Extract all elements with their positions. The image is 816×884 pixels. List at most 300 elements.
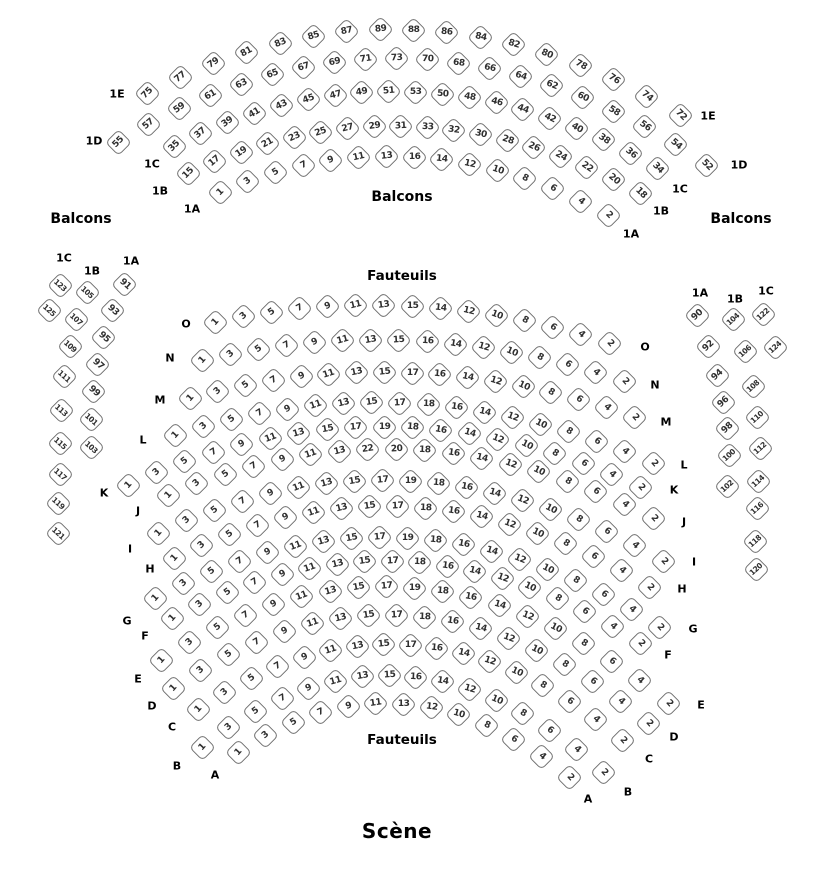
seat-D-9[interactable]: [271, 618, 298, 645]
seat-G-4[interactable]: [618, 596, 645, 623]
seat-L-5[interactable]: [218, 406, 245, 433]
seat-balcony-1A-9[interactable]: [317, 147, 344, 174]
seat-balcony-1D-67[interactable]: [290, 54, 317, 81]
seat-G-17[interactable]: [366, 524, 393, 551]
seat-balcony-1D-63[interactable]: [228, 71, 255, 98]
seat-K-14[interactable]: [456, 420, 483, 447]
seat-balcony-1E-80[interactable]: [533, 41, 560, 68]
seat-D-4[interactable]: [607, 688, 634, 715]
seat-H-5[interactable]: [216, 521, 243, 548]
seat-M-12[interactable]: [482, 368, 509, 395]
seat-I-8[interactable]: [565, 506, 592, 533]
seat-I-10[interactable]: [537, 496, 564, 523]
seat-F-2[interactable]: [627, 630, 654, 657]
seat-balcony-1E-78[interactable]: [567, 52, 594, 79]
seat-K-8[interactable]: [541, 440, 568, 467]
seat-C-7[interactable]: [264, 653, 291, 680]
seat-balcony-1A-3[interactable]: [234, 168, 261, 195]
seat-B-3[interactable]: [215, 714, 242, 741]
seat-F-18[interactable]: [406, 550, 433, 577]
seat-C-10[interactable]: [503, 659, 530, 686]
seat-balcony-1C-47[interactable]: [322, 82, 349, 109]
seat-K-6[interactable]: [570, 450, 597, 477]
seat-G-11[interactable]: [282, 533, 309, 560]
seat-I-17[interactable]: [369, 467, 396, 494]
seat-balcony-1E-83[interactable]: [267, 30, 294, 57]
seat-L-12[interactable]: [499, 404, 526, 431]
seat-box-left-1C-123[interactable]: [47, 272, 74, 299]
seat-balcony-1D-59[interactable]: [166, 95, 193, 122]
seat-F-11[interactable]: [296, 555, 323, 582]
seat-balcony-1D-66[interactable]: [476, 55, 503, 82]
seat-balcony-1D-60[interactable]: [569, 84, 596, 111]
seat-D-1[interactable]: [160, 675, 187, 702]
seat-A-3[interactable]: [252, 722, 279, 749]
seat-D-5[interactable]: [215, 642, 242, 669]
seat-M-1[interactable]: [177, 385, 204, 412]
seat-M-13[interactable]: [343, 359, 370, 386]
seat-C-9[interactable]: [291, 644, 318, 671]
seat-E-17[interactable]: [373, 573, 400, 600]
seat-balcony-1B-33[interactable]: [414, 114, 441, 141]
seat-O-5[interactable]: [258, 299, 285, 326]
seat-I-16[interactable]: [453, 474, 480, 501]
seat-D-10[interactable]: [523, 637, 550, 664]
seat-balcony-1B-25[interactable]: [308, 119, 335, 146]
seat-O-1[interactable]: [202, 309, 229, 336]
seat-balcony-1B-19[interactable]: [228, 139, 255, 166]
seat-balcony-1D-56[interactable]: [631, 114, 658, 141]
seat-J-22[interactable]: [354, 436, 381, 463]
seat-F-10[interactable]: [516, 574, 543, 601]
seat-J-5[interactable]: [212, 461, 239, 488]
seat-B-5[interactable]: [242, 698, 269, 725]
seat-D-17[interactable]: [383, 602, 410, 629]
seat-balcony-1D-73[interactable]: [383, 45, 410, 72]
seat-C-3[interactable]: [211, 679, 238, 706]
seat-I-5[interactable]: [201, 497, 228, 524]
seat-J-2[interactable]: [640, 505, 667, 532]
seat-balcony-1C-39[interactable]: [214, 109, 241, 136]
seat-H-10[interactable]: [524, 520, 551, 547]
seat-F-9[interactable]: [269, 561, 296, 588]
seat-box-right-1A-98[interactable]: [714, 415, 741, 442]
seat-A-2[interactable]: [556, 764, 583, 791]
seat-E-15[interactable]: [345, 574, 372, 601]
seat-O-15[interactable]: [399, 293, 426, 320]
seat-E-4[interactable]: [626, 668, 653, 695]
seat-balcony-1B-20[interactable]: [600, 166, 627, 193]
seat-balcony-1C-53[interactable]: [402, 79, 429, 106]
seat-M-17[interactable]: [399, 360, 426, 387]
seat-balcony-1C-41[interactable]: [241, 100, 268, 127]
seat-C-4[interactable]: [582, 706, 609, 733]
seat-balcony-1B-32[interactable]: [440, 117, 467, 144]
seat-N-2[interactable]: [611, 368, 638, 395]
seat-M-15[interactable]: [371, 359, 398, 386]
seat-J-12[interactable]: [497, 451, 524, 478]
seat-box-right-1B-106[interactable]: [732, 338, 759, 365]
seat-G-7[interactable]: [226, 548, 253, 575]
seat-balcony-1D-68[interactable]: [445, 50, 472, 77]
seat-balcony-1B-29[interactable]: [361, 114, 388, 141]
seat-balcony-1B-23[interactable]: [281, 124, 308, 151]
seat-O-13[interactable]: [370, 292, 397, 319]
seat-balcony-1A-1[interactable]: [207, 179, 234, 206]
seat-B-2[interactable]: [590, 759, 617, 786]
seat-balcony-1B-17[interactable]: [201, 148, 228, 175]
seat-H-9[interactable]: [272, 504, 299, 531]
seat-B-1[interactable]: [189, 734, 216, 761]
seat-L-2[interactable]: [640, 450, 667, 477]
seat-box-right-1B-112[interactable]: [747, 435, 774, 462]
seat-M-9[interactable]: [288, 363, 315, 390]
seat-balcony-1A-12[interactable]: [456, 151, 483, 178]
seat-box-left-1B-107[interactable]: [63, 306, 90, 333]
seat-B-11[interactable]: [322, 668, 349, 695]
seat-A-1[interactable]: [225, 739, 252, 766]
seat-balcony-1D-69[interactable]: [321, 49, 348, 76]
seat-H-1[interactable]: [161, 545, 188, 572]
seat-balcony-1C-43[interactable]: [268, 93, 295, 120]
seat-balcony-1A-2[interactable]: [595, 202, 622, 229]
seat-D-3[interactable]: [188, 657, 215, 684]
seat-box-right-1B-116[interactable]: [744, 495, 771, 522]
seat-I-11[interactable]: [285, 474, 312, 501]
seat-C-17[interactable]: [397, 632, 424, 659]
seat-O-10[interactable]: [483, 302, 510, 329]
seat-E-6[interactable]: [598, 648, 625, 675]
seat-balcony-1D-64[interactable]: [507, 63, 534, 90]
seat-D-12[interactable]: [495, 625, 522, 652]
seat-balcony-1E-74[interactable]: [633, 83, 660, 110]
seat-L-15[interactable]: [358, 389, 385, 416]
seat-balcony-1C-42[interactable]: [536, 105, 563, 132]
seat-I-2[interactable]: [650, 548, 677, 575]
seat-C-12[interactable]: [476, 649, 503, 676]
seat-H-13[interactable]: [328, 495, 355, 522]
seat-A-7[interactable]: [307, 699, 334, 726]
seat-H-6[interactable]: [580, 543, 607, 570]
seat-F-8[interactable]: [544, 585, 571, 612]
seat-box-left-1B-105[interactable]: [74, 279, 101, 306]
seat-A-6[interactable]: [500, 726, 527, 753]
seat-O-4[interactable]: [567, 321, 594, 348]
seat-box-left-1B-113[interactable]: [48, 397, 75, 424]
seat-F-17[interactable]: [379, 548, 406, 575]
seat-J-8[interactable]: [554, 468, 581, 495]
seat-balcony-1E-75[interactable]: [134, 80, 161, 107]
seat-M-11[interactable]: [315, 361, 342, 388]
seat-K-3[interactable]: [143, 459, 170, 486]
seat-balcony-1C-51[interactable]: [375, 78, 402, 105]
seat-H-11[interactable]: [300, 499, 327, 526]
seat-balcony-1C-48[interactable]: [456, 84, 483, 111]
seat-balcony-1E-87[interactable]: [333, 18, 360, 45]
seat-box-right-1A-102[interactable]: [714, 473, 741, 500]
seat-N-16[interactable]: [414, 328, 441, 355]
seat-J-7[interactable]: [240, 453, 267, 480]
seat-L-17[interactable]: [387, 390, 414, 417]
seat-L-11[interactable]: [302, 392, 329, 419]
seat-N-3[interactable]: [217, 341, 244, 368]
seat-I-9[interactable]: [257, 480, 284, 507]
seat-E-12[interactable]: [514, 603, 541, 630]
seat-D-8[interactable]: [551, 651, 578, 678]
seat-E-7[interactable]: [232, 602, 259, 629]
seat-K-1[interactable]: [115, 472, 142, 499]
seat-C-8[interactable]: [529, 672, 556, 699]
seat-balcony-1A-5[interactable]: [262, 159, 289, 186]
seat-box-right-1A-92[interactable]: [695, 333, 722, 360]
seat-E-1[interactable]: [148, 647, 175, 674]
seat-box-left-1B-109[interactable]: [57, 333, 84, 360]
seat-balcony-1B-28[interactable]: [494, 127, 521, 154]
seat-balcony-1D-65[interactable]: [259, 61, 286, 88]
seat-I-6[interactable]: [593, 518, 620, 545]
seat-J-10[interactable]: [525, 458, 552, 485]
seat-box-right-1B-120[interactable]: [743, 556, 770, 583]
seat-I-13[interactable]: [313, 470, 340, 497]
seat-B-8[interactable]: [509, 700, 536, 727]
seat-D-7[interactable]: [243, 629, 270, 656]
seat-balcony-1B-24[interactable]: [547, 143, 574, 170]
seat-C-16[interactable]: [423, 635, 450, 662]
seat-A-13[interactable]: [390, 691, 417, 718]
seat-box-left-1A-91[interactable]: [111, 271, 138, 298]
seat-A-11[interactable]: [362, 690, 389, 717]
seat-box-right-1B-108[interactable]: [740, 373, 767, 400]
seat-balcony-1E-76[interactable]: [600, 66, 627, 93]
seat-balcony-1C-38[interactable]: [590, 126, 617, 153]
seat-M-14[interactable]: [454, 364, 481, 391]
seat-K-17[interactable]: [342, 414, 369, 441]
seat-G-12[interactable]: [506, 546, 533, 573]
seat-D-13[interactable]: [327, 605, 354, 632]
seat-balcony-1A-16[interactable]: [401, 144, 428, 171]
seat-N-1[interactable]: [189, 347, 216, 374]
seat-box-right-1B-118[interactable]: [742, 528, 769, 555]
seat-F-16[interactable]: [434, 553, 461, 580]
seat-L-13[interactable]: [330, 390, 357, 417]
seat-N-13[interactable]: [357, 327, 384, 354]
seat-balcony-1E-86[interactable]: [433, 19, 460, 46]
seat-J-3[interactable]: [183, 470, 210, 497]
seat-K-15[interactable]: [314, 416, 341, 443]
seat-box-right-1B-114[interactable]: [745, 468, 772, 495]
seat-E-9[interactable]: [260, 591, 287, 618]
seat-box-left-1A-95[interactable]: [90, 324, 117, 351]
seat-I-15[interactable]: [341, 468, 368, 495]
seat-C-1[interactable]: [185, 696, 212, 723]
seat-box-right-1C-122[interactable]: [750, 301, 777, 328]
seat-O-3[interactable]: [230, 303, 257, 330]
seat-N-15[interactable]: [385, 327, 412, 354]
seat-E-3[interactable]: [176, 629, 203, 656]
seat-I-4[interactable]: [622, 532, 649, 559]
seat-balcony-1D-70[interactable]: [414, 46, 441, 73]
seat-F-3[interactable]: [186, 591, 213, 618]
seat-box-right-1A-96[interactable]: [710, 389, 737, 416]
seat-I-12[interactable]: [509, 487, 536, 514]
seat-C-14[interactable]: [450, 640, 477, 667]
seat-E-13[interactable]: [317, 578, 344, 605]
seat-O-14[interactable]: [427, 295, 454, 322]
seat-box-left-1B-115[interactable]: [47, 430, 74, 457]
seat-O-11[interactable]: [342, 292, 369, 319]
seat-G-8[interactable]: [562, 567, 589, 594]
seat-balcony-1C-37[interactable]: [187, 120, 214, 147]
seat-J-11[interactable]: [297, 441, 324, 468]
seat-balcony-1D-54[interactable]: [662, 132, 689, 159]
seat-I-19[interactable]: [397, 468, 424, 495]
seat-G-2[interactable]: [646, 614, 673, 641]
seat-balcony-1D-62[interactable]: [538, 72, 565, 99]
seat-G-1[interactable]: [142, 585, 169, 612]
seat-A-10[interactable]: [445, 701, 472, 728]
seat-balcony-1A-14[interactable]: [428, 146, 455, 173]
seat-N-8[interactable]: [526, 344, 553, 371]
seat-I-1[interactable]: [145, 520, 172, 547]
seat-C-5[interactable]: [238, 665, 265, 692]
seat-I-18[interactable]: [425, 470, 452, 497]
seat-H-7[interactable]: [244, 512, 271, 539]
seat-E-11[interactable]: [288, 583, 315, 610]
seat-J-20[interactable]: [383, 436, 410, 463]
seat-C-11[interactable]: [317, 637, 344, 664]
seat-box-left-1A-103[interactable]: [78, 434, 105, 461]
seat-B-12[interactable]: [456, 676, 483, 703]
seat-F-15[interactable]: [351, 548, 378, 575]
seat-box-left-1A-99[interactable]: [80, 378, 107, 405]
seat-box-left-1B-119[interactable]: [45, 490, 72, 517]
seat-balcony-1B-31[interactable]: [387, 113, 414, 140]
seat-A-4[interactable]: [528, 743, 555, 770]
seat-K-19[interactable]: [371, 414, 398, 441]
seat-J-1[interactable]: [155, 482, 182, 509]
seat-box-right-1C-124[interactable]: [762, 334, 789, 361]
seat-balcony-1D-57[interactable]: [136, 111, 163, 138]
seat-E-18[interactable]: [429, 578, 456, 605]
seat-balcony-1A-8[interactable]: [511, 165, 538, 192]
seat-box-right-1B-110[interactable]: [744, 404, 771, 431]
seat-balcony-1E-81[interactable]: [234, 39, 261, 66]
seat-C-6[interactable]: [556, 688, 583, 715]
seat-F-14[interactable]: [461, 558, 488, 585]
seat-balcony-1A-13[interactable]: [373, 143, 400, 170]
seat-M-3[interactable]: [204, 378, 231, 405]
seat-box-right-1A-94[interactable]: [704, 362, 731, 389]
seat-K-18[interactable]: [399, 414, 426, 441]
seat-balcony-1C-40[interactable]: [563, 115, 590, 142]
seat-box-left-1C-125[interactable]: [36, 297, 63, 324]
seat-G-5[interactable]: [198, 558, 225, 585]
seat-H-3[interactable]: [189, 532, 216, 559]
seat-N-4[interactable]: [582, 359, 609, 386]
seat-H-8[interactable]: [552, 530, 579, 557]
seat-H-18[interactable]: [412, 495, 439, 522]
seat-balcony-1B-21[interactable]: [254, 131, 281, 158]
seat-J-16[interactable]: [440, 440, 467, 467]
seat-balcony-1B-15[interactable]: [175, 160, 202, 187]
seat-balcony-1B-26[interactable]: [520, 135, 547, 162]
seat-H-2[interactable]: [636, 574, 663, 601]
seat-balcony-1E-79[interactable]: [200, 50, 227, 77]
seat-balcony-1C-50[interactable]: [429, 81, 456, 108]
seat-N-7[interactable]: [273, 332, 300, 359]
seat-J-13[interactable]: [326, 438, 353, 465]
seat-balcony-1A-6[interactable]: [539, 176, 566, 203]
seat-balcony-1C-35[interactable]: [161, 133, 188, 160]
seat-H-15[interactable]: [356, 493, 383, 520]
seat-H-4[interactable]: [608, 557, 635, 584]
seat-F-5[interactable]: [214, 579, 241, 606]
seat-J-9[interactable]: [269, 446, 296, 473]
seat-balcony-1A-11[interactable]: [345, 144, 372, 171]
seat-O-6[interactable]: [539, 314, 566, 341]
seat-balcony-1D-58[interactable]: [600, 98, 627, 125]
seat-box-left-1A-93[interactable]: [99, 297, 126, 324]
seat-L-9[interactable]: [274, 396, 301, 423]
seat-N-11[interactable]: [329, 327, 356, 354]
seat-E-2[interactable]: [655, 690, 682, 717]
seat-balcony-1A-4[interactable]: [567, 188, 594, 215]
seat-balcony-1D-55[interactable]: [105, 129, 132, 156]
seat-balcony-1C-34[interactable]: [644, 155, 671, 182]
seat-B-4[interactable]: [563, 736, 590, 763]
seat-F-7[interactable]: [241, 569, 268, 596]
seat-C-2[interactable]: [609, 727, 636, 754]
seat-L-14[interactable]: [471, 399, 498, 426]
seat-balcony-1E-85[interactable]: [300, 23, 327, 50]
seat-L-7[interactable]: [246, 400, 273, 427]
seat-box-right-1A-100[interactable]: [716, 442, 743, 469]
seat-B-10[interactable]: [483, 687, 510, 714]
seat-F-13[interactable]: [324, 551, 351, 578]
seat-balcony-1C-44[interactable]: [509, 96, 536, 123]
seat-F-1[interactable]: [159, 605, 186, 632]
seat-N-9[interactable]: [301, 329, 328, 356]
seat-box-left-1B-111[interactable]: [51, 363, 78, 390]
seat-J-14[interactable]: [468, 445, 495, 472]
seat-balcony-1C-49[interactable]: [348, 79, 375, 106]
seat-B-15[interactable]: [376, 662, 403, 689]
seat-E-8[interactable]: [570, 630, 597, 657]
seat-D-2[interactable]: [635, 710, 662, 737]
seat-N-12[interactable]: [470, 334, 497, 361]
seat-N-5[interactable]: [245, 336, 272, 363]
seat-K-16[interactable]: [427, 417, 454, 444]
seat-balcony-1E-82[interactable]: [500, 31, 527, 58]
seat-M-5[interactable]: [232, 372, 259, 399]
seat-O-12[interactable]: [455, 298, 482, 325]
seat-E-5[interactable]: [204, 614, 231, 641]
seat-I-14[interactable]: [481, 480, 508, 507]
seat-A-12[interactable]: [418, 694, 445, 721]
seat-balcony-1D-71[interactable]: [352, 46, 379, 73]
seat-O-7[interactable]: [286, 295, 313, 322]
seat-E-19[interactable]: [401, 575, 428, 602]
seat-balcony-1E-77[interactable]: [167, 64, 194, 91]
seat-balcony-1C-46[interactable]: [483, 89, 510, 116]
seat-D-11[interactable]: [299, 611, 326, 638]
seat-F-4[interactable]: [599, 613, 626, 640]
seat-G-10[interactable]: [534, 556, 561, 583]
seat-C-15[interactable]: [370, 631, 397, 658]
seat-O-2[interactable]: [596, 330, 623, 357]
seat-balcony-1E-88[interactable]: [400, 17, 427, 44]
seat-L-8[interactable]: [555, 418, 582, 445]
